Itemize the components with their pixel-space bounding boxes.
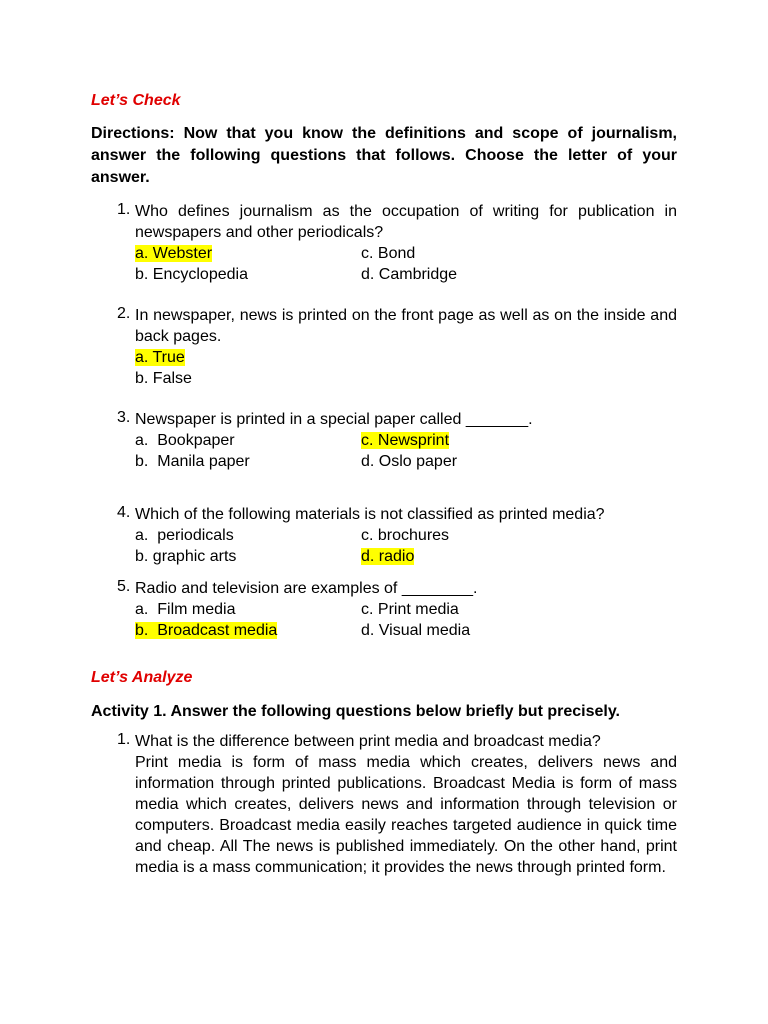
answer-options	[135, 347, 677, 389]
question-text: Who defines journalism as the occupation of writing for publication in newspapers and other periodicals?	[135, 203, 677, 241]
option-c: c. Bond	[361, 245, 416, 262]
option-b: b. graphic arts	[135, 548, 237, 565]
lets-check-heading: Let’s Check	[91, 92, 181, 109]
option-a: a. Film media	[135, 601, 236, 618]
question-text: Radio and television are examples of ________.	[135, 580, 478, 597]
question-5	[91, 578, 677, 641]
option-c-highlighted: c. Newsprint	[361, 432, 450, 449]
worksheet-page	[91, 91, 677, 878]
option-d-highlighted: d. radio	[361, 548, 415, 565]
question-2	[91, 305, 677, 389]
option-d: d. Oslo paper	[361, 453, 458, 470]
answer-options	[135, 525, 677, 567]
answer-options	[135, 599, 677, 641]
question-number: 3.	[117, 409, 131, 426]
option-c: c. brochures	[361, 527, 450, 544]
question-1	[91, 201, 677, 285]
answer-options	[135, 430, 677, 472]
activity-instructions: Activity 1. Answer the following questions below briefly but precisely.	[91, 703, 620, 720]
option-a: a. Bookpaper	[135, 432, 235, 449]
question-number: 5.	[117, 578, 131, 595]
question-text: In newspaper, news is printed on the front page as well as on the inside and back pages.	[135, 307, 677, 345]
answer-options	[135, 243, 677, 285]
question-number: 2.	[117, 305, 131, 322]
option-a-highlighted: a. Webster	[135, 245, 213, 262]
answer-paragraph: Print media is form of mass media which creates, delivers news and information through printed publications. Broadcast Media is form of mass media which creates, delivers news and information through television or computers. Broadcast media easily reaches targeted audience in quick time and cheap. All The news is published immediately. On the other hand, print media is a mass communication; it provides the news through printed form.	[135, 754, 677, 876]
question-number: 4.	[117, 504, 131, 521]
lets-analyze-heading: Let’s Analyze	[91, 669, 193, 686]
analyze-item-1	[91, 731, 677, 878]
question-number: 1.	[117, 731, 131, 748]
check-question-list	[91, 201, 677, 641]
option-b: b. False	[135, 370, 192, 387]
option-d: d. Cambridge	[361, 266, 458, 283]
option-d: d. Visual media	[361, 622, 471, 639]
question-text: What is the difference between print media and broadcast media?	[135, 733, 601, 750]
question-text: Which of the following materials is not classified as printed media?	[135, 506, 605, 523]
option-b-highlighted: b. Broadcast media	[135, 622, 278, 639]
question-number: 1.	[117, 201, 131, 218]
option-a-highlighted: a. True	[135, 349, 185, 366]
question-3	[91, 409, 677, 472]
option-a: a. periodicals	[135, 527, 234, 544]
question-4	[91, 504, 677, 567]
directions-text: Directions: Now that you know the definitions and scope of journalism, answer the following questions that follows. Choose the letter of your answer.	[91, 125, 677, 186]
question-text: Newspaper is printed in a special paper called _______.	[135, 411, 533, 428]
option-c: c. Print media	[361, 601, 459, 618]
option-b: b. Manila paper	[135, 453, 250, 470]
analyze-question-list	[91, 731, 677, 878]
option-b: b. Encyclopedia	[135, 266, 248, 283]
